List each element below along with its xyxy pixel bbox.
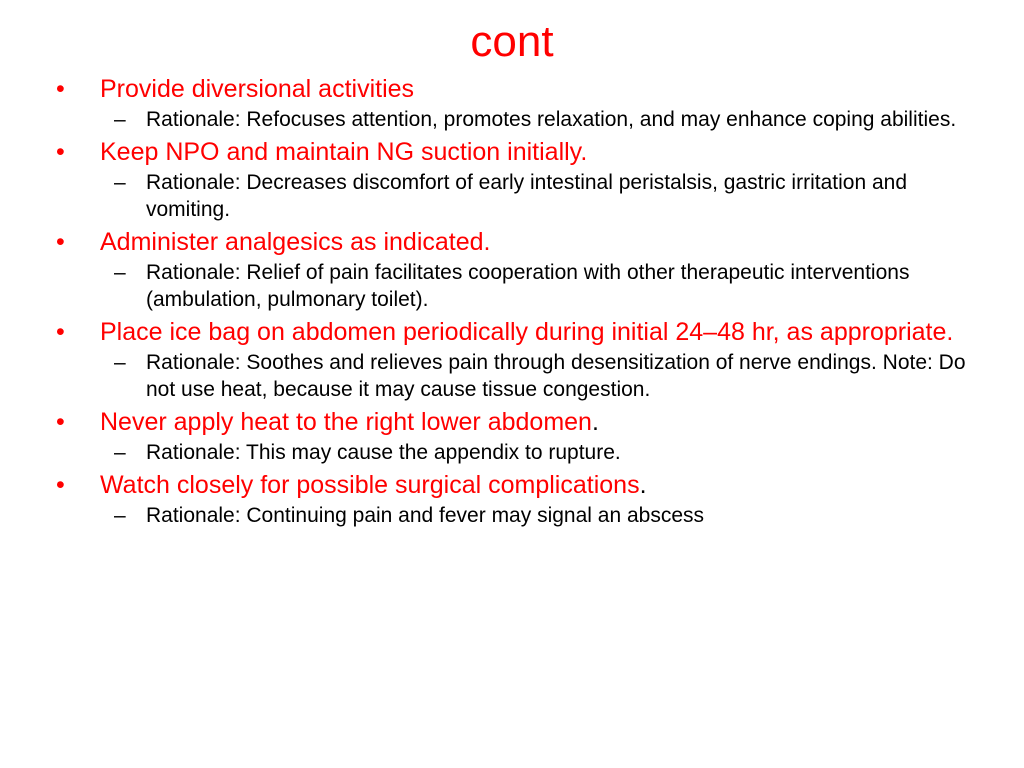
rationale-text: Rationale: This may cause the appendix to rupture. — [146, 441, 621, 464]
bullet-dot-icon: • — [56, 138, 65, 166]
rationale-text: Rationale: Continuing pain and fever may signal an abscess — [146, 504, 705, 527]
bullet-text — [100, 227, 976, 257]
bullet-main-text: Place ice bag on abdomen periodically during initial 24–48 hr, as appropriate. — [100, 318, 954, 346]
slide-title: cont — [470, 17, 554, 66]
dash-icon: – — [114, 441, 126, 464]
bullet-item — [56, 74, 976, 104]
sub-item — [114, 439, 976, 466]
bullet-main-text: Never apply heat to the right lower abdomen — [100, 408, 592, 436]
bullet-item — [56, 407, 976, 437]
bullet-item — [56, 137, 976, 167]
bullet-end-punctuation: . — [639, 471, 647, 499]
bullet-dot-icon: • — [56, 408, 65, 436]
dash-icon: – — [114, 261, 126, 284]
bullet-dot-icon: • — [56, 471, 65, 499]
dash-icon: – — [114, 351, 126, 374]
bullet-main-text: Provide diversional activities — [100, 75, 415, 103]
bullet-dot-icon: • — [56, 75, 65, 103]
bullet-text — [100, 407, 976, 437]
rationale-text: Rationale: Decreases discomfort of early intestinal peristalsis, gastric irritation and vomiting. — [146, 171, 907, 221]
sub-item — [114, 502, 976, 529]
sub-item — [114, 106, 976, 133]
bullet-item — [56, 317, 976, 347]
bullet-text — [100, 317, 976, 347]
bullet-main-text: Keep NPO and maintain NG suction initially. — [100, 138, 588, 166]
dash-icon: – — [114, 504, 126, 527]
bullet-main-text: Administer analgesics as indicated. — [100, 228, 491, 256]
dash-icon: – — [114, 108, 126, 131]
bullet-text — [100, 470, 976, 500]
sub-item — [114, 169, 976, 223]
dash-icon: – — [114, 171, 126, 194]
rationale-text: Rationale: Relief of pain facilitates cooperation with other therapeutic interventions (ambulation, pulmonary toilet). — [146, 261, 910, 311]
bullet-item — [56, 470, 976, 500]
bullet-item — [56, 227, 976, 257]
bullet-end-punctuation: . — [591, 408, 599, 436]
bullet-text — [100, 74, 976, 104]
bullet-list — [56, 70, 976, 529]
sub-item — [114, 349, 976, 403]
rationale-text: Rationale: Soothes and relieves pain through desensitization of nerve endings. Note: Do not use heat, because it may cause tissue congestion. — [146, 351, 966, 401]
bullet-main-text: Watch closely for possible surgical complications — [100, 471, 640, 499]
bullet-dot-icon: • — [56, 228, 65, 256]
sub-item — [114, 259, 976, 313]
bullet-dot-icon: • — [56, 318, 65, 346]
rationale-text: Rationale: Refocuses attention, promotes relaxation, and may enhance coping abilities. — [146, 108, 957, 131]
bullet-text — [100, 137, 976, 167]
